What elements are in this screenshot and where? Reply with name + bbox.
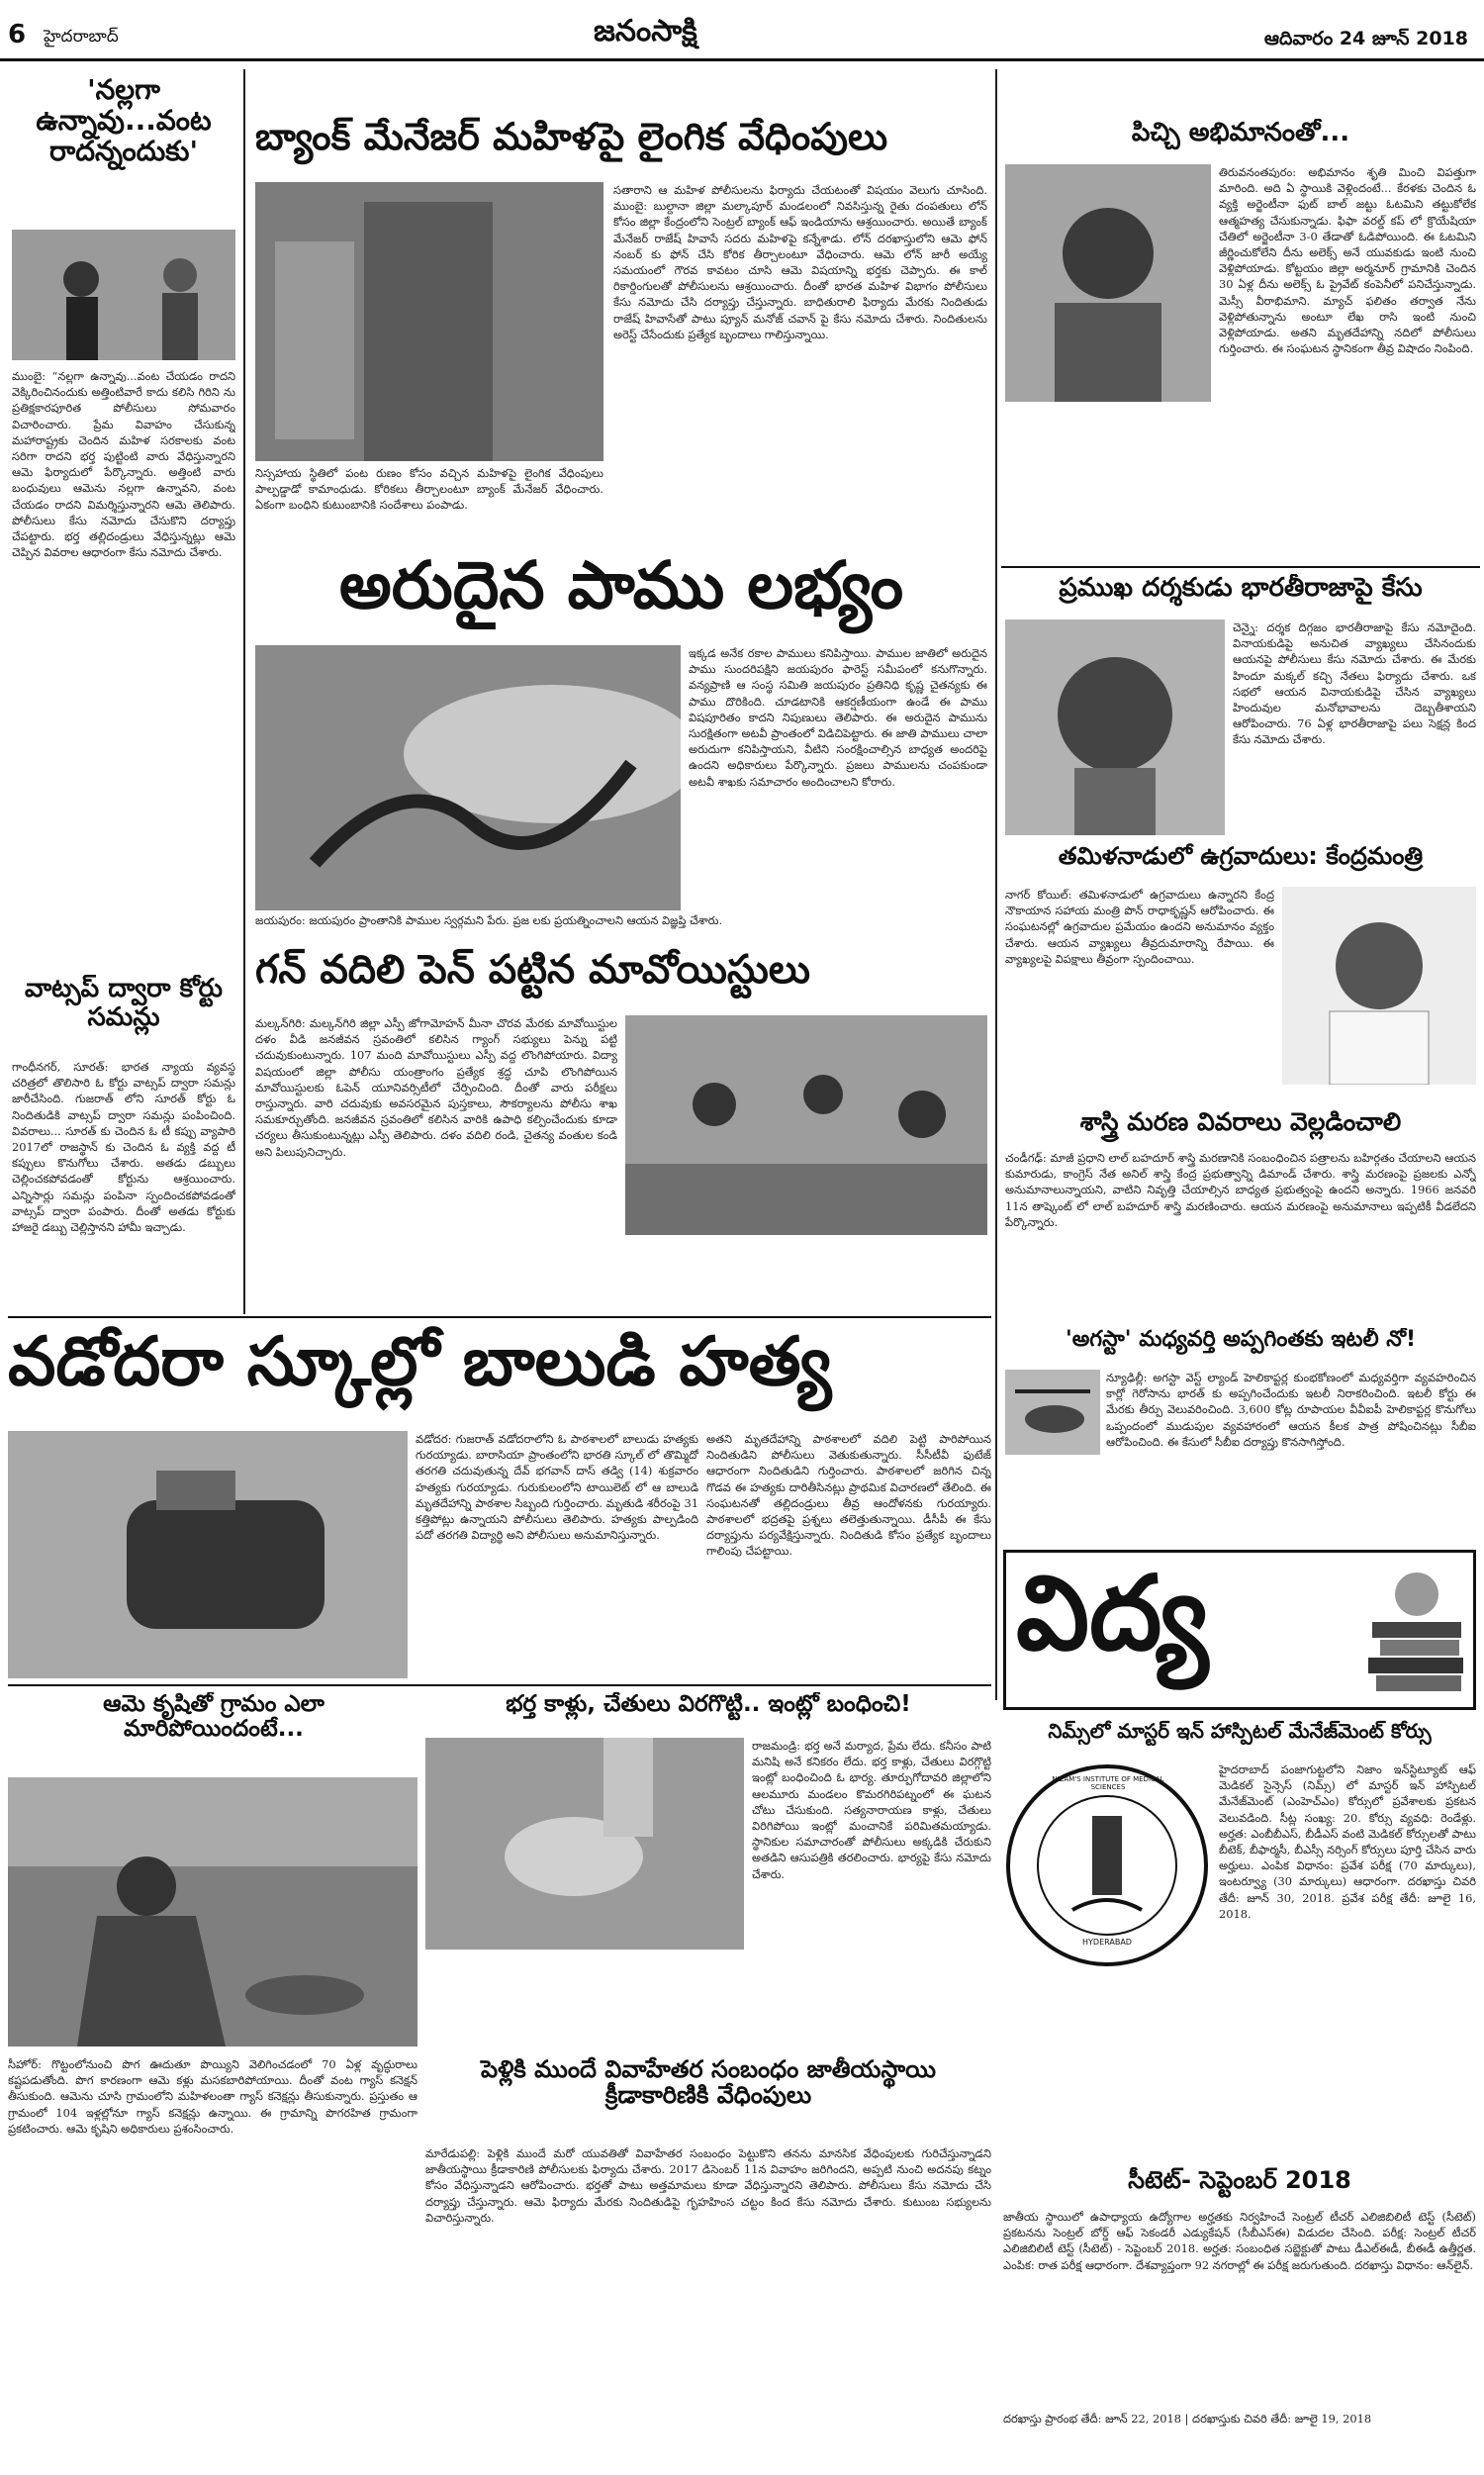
masthead: జనంసాక్షి <box>594 14 697 48</box>
nims-logo-text: NIZAM'S INSTITUTE OF MEDICAL SCIENCES <box>1052 1775 1164 1789</box>
vadodara-body-2: అతని మృతదేహాన్ని పాఠశాలలో వదిలి పెట్టి పారిపోయిన నిందితుడిని పోలీసులు వెతుకుతున్నారు. సీసీటీవీ ఫుటేజ్ ఆధారంగా నిందితుడిని గుర్తించారు. పాఠశాలలో జరిగిన చిన్న గొడవ ఈ హత్యకు దారితీసినట్లు ప్రాథమిక విచారణలో తేలింది. ఈ సంఘటనతో తల్లిదండ్రులు తీవ్ర ఆందోళనకు గురయ్యారు. పాఠశాలలో భద్రతపై ప్రశ్నలు తలెత్తుతున్నాయి. డీసీపీ ఈ కేసు దర్యాప్తును పర్యవేక్షిస్తున్నారు. నిందితుడి కోసం ప్రత్యేక బృందాలు గాలింపు చేపట్టాయి. <box>706 1432 991 1559</box>
bank-headline: బ్యాంక్ మేనేజర్ మహిళపై లైంగిక వేధింపులు <box>255 117 888 158</box>
shastri-headline: శాస్త్రి మరణ వివరాలు వెల్లడించాలి <box>1079 1108 1402 1136</box>
story-body-nallaga: ముంబై: “నల్లగా ఉన్నావు...వంట చేయడం రాదని వెక్కిరించినందుకు అత్తింటివారే కాదు కలిసి గిరిని ను ప్రతిక్షకారపూరిత పోలీసులు సోమవారం విచారించారు. ప్రేమ వివాహం చేసుకున్న మహారాష్ట్రకు చెందిన మహిళ సరకాలకు వంట సరిగా రాదని భర్త పుట్టింటి వారు వేధిస్తున్నారని ఆమె ఫిర్యాదులో పేర్కొన్నారు. అత్తింటి వారు బంధువులు ఆమెను నల్లగా ఉన్నావని, వంట చేయడం రాదని విమర్శిస్తున్నారని ఆమె తెలిపారు. పోలీసులు కేసు నమోదు చేసుకొని దర్యాప్తు చేపట్టారు. భర్త తల్లిదండ్రులు వేధిస్తున్నట్లు ఆమె చెప్పిన వివరాల ఆధారంగా కేసు నమోదు చేశారు. <box>12 369 235 560</box>
story-headline-whatsapp: వాట్సప్ ద్వారా కోర్టు సమన్లు <box>24 975 224 1032</box>
police-photo <box>12 230 235 360</box>
section-divider <box>8 1316 991 1318</box>
affair-headline: పెళ్లికి ముందే వివాహేతర సంబంధం జాతీయస్థాయి క్రీడాకారిణికి వేధింపులు <box>481 2056 936 2110</box>
agusta-headline: 'అగస్టా' మధ్యవర్తి అప్పగింతకు ఇటలీ నో! <box>1065 1328 1417 1352</box>
vadodara-headline: వడోదరా స్కూల్లో బాలుడి హత్య <box>8 1326 832 1401</box>
story-headline-nallaga: 'నల్లగా ఉన్నావు...వంట రాదన్నందుకు' <box>36 75 212 167</box>
village-headline: ఆమె కృషితో గ్రామం ఎలా మారిపోయిందంటే... <box>103 1692 325 1743</box>
page-header <box>0 0 1484 61</box>
bank-body: సతారాని ఆ మహిళ పోలీసులను ఫిర్యాదు చేయటంతో విషయం వెలుగు చూసింది. ముంబై: బుల్దానా జిల్లా మల్కాపూర్ మండలంలో నివసిస్తున్న రైతు దంపతులు లోన్ కోసం జిల్లా కేంద్రంలోని సెంట్రల్ బ్యాంక్ ఆఫ్ ఇండియాను ఆశ్రయించారు. అయితే బ్యాంక్ మేనేజర్ రాజేష్ హివాసే సదరు మహిళపై కన్నేశాడు. లోన్ దరఖాస్తులోని ఆమె ఫోన్ నంబర్ కు ఫోన్ చేసి కోరిక తీర్చాలంటూ వేధించారు. ఆమె లోన్ జారీ అయ్యే సమయంలో గౌరవ కావటం చూసి ఆమె విషయాన్ని భర్తకు చెప్పారు. ఈ కాల్ రికార్డింగులతో పోలీసులను ఆశ్రయించారు. దీంతో భారత మహిళ విభాగం పోలీసులు కేసు నమోదు చేసి దర్యాప్తు చేస్తున్నారు. బాధితురాలి ఫిర్యాదు మేరకు నిందితుడు రాజేష్ హివాసేతో పాటు ప్యూన్ మనోజ్ చవాన్ పై కేసు నమోదు చేశారు. నిందితులను అరెస్ట్ చేసేందుకు ప్రత్యేక బృందాలు గాలిస్తున్నాయి. <box>613 183 987 341</box>
snake-photo <box>255 645 681 910</box>
snake-caption: జయపురం: జయపురం ప్రాంతానికి పాముల స్వర్గమని పేరు. ప్రజ లకు ప్రయత్నించాలని ఆయన విజ్ఞప్తి చేశారు. <box>255 913 723 927</box>
vadodara-body-1: వడోదర: గుజరాత్ వడోదరాలోని ఓ పాఠశాలలో బాలుడు హత్యకు గురయ్యాడు. బారాసియా ప్రాంతంలోని భారతి స్కూల్ లో తొమ్మిదో తరగతి చదువుతున్న దేవ్ భగవాన్ దాస్ తడ్వి (14) శుక్రవారం హత్యకు గురయ్యాడు. గురుకులంలోని టాయిలెట్ లో ఆ బాలుడి మృతదేహాన్ని పాఠశాల సిబ్బంది గుర్తించారు. మృతుడి శరీరంపై 31 కత్తిపోట్లు ఉన్నాయని పోలీసులు తెలిపారు. హత్యకు పాల్పడింది పదో తరగతి విద్యార్థి అని పోలీసులు అనుమానిస్తున్నారు. <box>416 1432 698 1543</box>
bank-caption: నిస్సహాయ స్థితిలో పంట రుణం కోసం వచ్చిన మహిళపై లైంగిక వేధింపులు పాల్పడ్డాడో కామాంధుడు. కోరికలు తీర్చాలంటూ బ్యాంక్ మేనేజర్ వేధించారు. ఏకంగా బంధిని కుటుంబానికి సందేశాలు పంపాడు. <box>255 466 603 513</box>
edition-name: హైదరాబాద్ <box>44 27 119 47</box>
bharathi-headline: ప్రముఖ దర్శకుడు భారతీరాజాపై కేసు <box>1059 574 1423 603</box>
bank-photo <box>255 182 603 461</box>
tamil-headline: తమిళనాడులో ఉగ్రవాదులు: కేంద్రమంత్రి <box>1058 843 1424 870</box>
ctet-body: జాతీయ స్థాయిలో ఉపాధ్యాయ ఉద్యోగాల అర్హతకు నిర్వహించే సెంట్రల్ టీచర్ ఎలిజిబిలిటీ టెస్ట్ (సీటెట్) ప్రకటనను సెంట్రల్ బోర్డ్ ఆఫ్ సెకండరీ ఎడ్యుకేషన్ (సీబీఎస్‌ఈ) విడుదల చేసింది. పరీక్ష: సెంట్రల్ టీచర్ ఎలిజిబిలిటీ టెస్ట్ (సీటెట్) - సెప్టెంబర్ 2018. అర్హత: సంబంధిత సబ్జెక్టుతో పాటు డీఎల్‌ఈడీ, బీఈడీ ఉత్తీర్ణత. ఎంపిక: రాత పరీక్ష ఆధారంగా. దేశవ్యాప్తంగా 92 నగరాల్లో ఈ పరీక్ష జరుగుతుంది. దరఖాస్తు విధానం: ఆన్‌లైన్. <box>1003 2210 1476 2272</box>
bharathi-body: చెన్నై: దర్శక దిగ్గజం భారతీరాజాపై కేసు నమోదైంది. వినాయకుడిపై అనుచిత వ్యాఖ్యలు చేసినందుకు ఆయనపై పోలీసులు కేసు నమోదు చేశారు. ఈ మేరకు హిందూ మక్కల్ కచ్చి నేతలు ఫిర్యాదు చేశారు. ఒక సభలో ఆయన వినాయకుడిపై చేసిన వ్యాఖ్యలు హిందువుల మనోభావాలను దెబ్బతీశాయని ఆరోపించారు. 76 ఏళ్ల భారతీరాజాపై పలు సెక్షన్ల కింద కేసు నమోదు చేశారు. <box>1233 620 1476 747</box>
ctet-headline: సీటెట్- సెప్టెంబర్ 2018 <box>1128 2167 1351 2194</box>
craze-photo <box>1005 164 1211 402</box>
helicopter-photo <box>1005 1370 1100 1455</box>
issue-date: ఆదివారం 24 జూన్ 2018 <box>1263 28 1468 49</box>
village-body: సీహోర్: గొట్టంలోనుంచి పొగ ఊదుతూ పొయ్యిని వెలిగించడంలో 70 ఏళ్ల వృద్ధురాలు కష్టపడుతోంది. పొగ కారణంగా ఆమె కళ్లు మసకబారిపోయాయి. దీంతో వంట గ్యాస్ కనెక్షన్ తీసుకుంది. ఆమెను చూసి గ్రామంలోని మహిళలంతా గ్యాస్ కనెక్షన్లు తీసుకున్నారు. ప్రస్తుతం ఆ గ్రామంలో 104 ఇళ్లల్లోనూ గ్యాస్ కనెక్షన్లు ఉన్నాయి. ఈ గ్రామాన్ని పొగరహిత గ్రామంగా ప్రకటించారు. ఆమె కృషిని అధికారులు ప్రశంసించారు. <box>8 2057 417 2136</box>
affair-body: మారేడుపల్లి: పెళ్లికి ముందే మరో యువతితో వివాహేతర సంబంధం పెట్టుకొని తనను మానసిక వేధింపులకు గురిచేస్తున్నాడని జాతీయస్థాయి క్రీడాకారిణి పోలీసులకు ఫిర్యాదు చేశారు. 2017 డిసెంబర్ 11న వివాహం జరిగిందని, అప్పటి నుంచి అదనపు కట్నం కోసం వేధిస్తున్నాడని ఆరోపించారు. భర్తతో పాటు అత్తమామలు కూడా వేధిస్తున్నారని తెలిపారు. పోలీసులు కేసు నమోదు చేసి దర్యాప్తు చేస్తున్నారు. ఆమె ఫిర్యాదు మేరకు నిందితుడిపై గృహహింస చట్టం కింద కేసు నమోదు చేశారు. కుటుంబ సభ్యులను విచారిస్తున్నారు. <box>425 2146 991 2225</box>
feet-photo <box>425 1738 744 1950</box>
maoist-headline: గన్ వదిలి పెన్ పట్టిన మావోయిస్టులు <box>255 948 811 993</box>
nims-headline: నిమ్స్‌లో మాస్టర్ ఇన్ హాస్పిటల్ మేనేజ్‌మెంట్ కోర్సు <box>1048 1720 1432 1743</box>
craze-headline: పిచ్చి అభిమానంతో... <box>1131 119 1350 147</box>
section-divider <box>1001 566 1480 568</box>
nims-body: హైదరాబాద్ పంజాగుట్టలోని నిజాం ఇన్‌స్టిట్యూట్ ఆఫ్ మెడికల్ సైన్సెస్ (నిమ్స్) లో మాస్టర్ ఇన్ హాస్పిటల్ మేనేజ్‌మెంట్ (ఎంహెచ్‌ఎం) కోర్సులో ప్రవేశాలకు ప్రకటన వెలువడింది. సీట్ల సంఖ్య: 20. కోర్సు వ్యవధి: రెండేళ్లు. అర్హత: ఎంబీబీఎస్, బీడీఎస్ వంటి మెడికల్ కోర్సులతో పాటు బీటెక్, బీఫార్మసీ, బీఎస్సీ నర్సింగ్ కోర్సులు పూర్తి చేసిన వారు అర్హులు. ఎంపిక విధానం: ప్రవేశ పరీక్ష (70 మార్కులు), ఇంటర్వ్యూ (30 మార్కులు) ఆధారంగా. దరఖాస్తు చివరి తేదీ: జూన్ 30, 2018. ప్రవేశ పరీక్ష తేదీ: జూలై 16, 2018. <box>1219 1762 1476 1921</box>
section-divider <box>8 1684 991 1686</box>
ctet-dates: దరఖాస్తు ప్రారంభ తేదీ: జూన్ 22, 2018 | దరఖాస్తుకు చివరి తేదీ: జూలై 19, 2018 <box>1003 2412 1372 2426</box>
bharathi-photo <box>1005 619 1225 835</box>
nims-logo-sub: HYDERABAD <box>1082 1938 1132 1947</box>
agusta-body: న్యూఢిల్లీ: అగస్టా వెస్ట్ ల్యాండ్ హెలికాప్టర్ల కుంభకోణంలో మధ్యవర్తిగా వ్యవహరించిన కార్లో గెరోసాను భారత్ కు అప్పగించేందుకు ఇటలీ నిరాకరించింది. ఇటలీ కోర్టు ఈ మేరకు తీర్పు వెలువరించింది. 3,600 కోట్ల రూపాయల వీవీఐపీ హెలికాప్టర్ల కొనుగోలు ఒప్పందంలో ముడుపుల వ్యవహారంలో ఆయన కీలక పాత్ర పోషించినట్లు సీబీఐ ఆరోపించింది. ఈ కేసులో సీబీఐ దర్యాప్తు కొనసాగిస్తోంది. <box>1106 1371 1476 1449</box>
husband-body: రాజమండ్రి: భర్త అనే మర్యాద, ప్రేమ లేదు. కనీసం పాటి మనిషి అనే కనికరం లేదు. భర్త కాళ్లు, చేతులు విరగ్గొట్టి ఇంట్లో బంధించింది ఓ భార్య. తూర్పుగోదావరి జిల్లాలోని ఆలమూరు మండలం కొమరగిరిపట్నంలో ఈ ఘటన చోటు చేసుకుంది. సత్యనారాయణ కాళ్లు, చేతులు విరిగిపోయి ఇంట్లో మంచానికే పరిమితమయ్యాడు. స్థానికుల సమాచారంతో పోలీసులు అక్కడికి చేరుకుని అతడిని ఆసుపత్రికి తరలించారు. భార్యపై కేసు నమోదు చేశారు. <box>752 1739 991 1881</box>
vidya-banner-title: విద్య <box>1016 1557 1209 1673</box>
vadodara-bag-photo <box>8 1431 408 1678</box>
village-woman-photo <box>8 1777 417 2047</box>
vidya-banner <box>1003 1550 1476 1710</box>
nims-logo <box>1003 1761 1211 1969</box>
shastri-body: చండీగఢ్: మాజీ ప్రధాని లాల్ బహదూర్ శాస్త్రి మరణానికి సంబంధించిన పత్రాలను బహిర్గతం చేయాలని ఆయన కుమారుడు, కాంగ్రెస్ నేత అనిల్ శాస్త్రి కేంద్ర ప్రభుత్వాన్ని డిమాండ్ చేశారు. శాస్త్రి మరణంపై ప్రజలకు ఎన్నో అనుమానాలున్నాయని, వాటిని నివృత్తి చేయాల్సిన బాధ్యత ప్రభుత్వంపై ఉందని అన్నారు. 1966 జనవరి 11న తాష్కెంట్ లో లాల్ బహదూర్ శాస్త్రి మరణించారు. ఆయన మరణంపై అనుమానాలు ఇప్పటికీ వీడలేదని పేర్కొన్నారు. <box>1005 1151 1476 1229</box>
maoist-body: మల్కన్‌గిరి: మల్కన్‌గిరి జిల్లా ఎస్పీ జోగామోహన్ మీనా చొరవ మేరకు మావోయిస్టుల దళం వీడి జనజీవన స్రవంతిలో కలిసిన గ్యాంగ్ సభ్యులు పెన్ను పట్టి చదువుకుంటున్నారు. 107 మంది మావోయిస్టులు ఎస్పీ వద్ద లొంగిపోయారు. విద్యా విషయంలో జిల్లా పోలీసు యంత్రాంగం ప్రత్యేక శ్రద్ధ చూపి లొంగిపోయిన మావోయిస్టులకు ఓపెన్ యూనివర్సిటీలో చేర్పించింది. దీంతో వారు పరీక్షలు రాస్తున్నారు. వారి చదువుకు అవసరమైన పుస్తకాలు, సౌకర్యాలను పోలీసు శాఖ సమకూర్చుతోంది. జనజీవన స్రవంతిలో కలిసిన వారికి ఉపాధి కల్పించేందుకు కూడా చర్యలు తీసుకుంటున్నట్లు ఎస్పీ తెలిపారు. దళం వదిలి రండి, చైతన్య వంతుల కండి అని పిలుపునిచ్చారు. <box>255 1016 617 1159</box>
column-divider <box>995 69 997 1700</box>
snake-body: ఇక్కడ అనేక రకాల పాములు కనిపిస్తాయి. పాముల జాతిలో అరుదైన పాము సుందరిపక్షిని జయపురం ఫారెస్ట్ సమీపంలో కనుగొన్నారు. వన్యప్రాణి ఆ సంస్థ సమితి జయపురం ప్రతినిధి కృష్ణ చైతన్యకు ఈ పాము దొరికింది. చూడటానికి ఆకర్షణీయంగా ఉండే ఈ పాము విషపూరితం కాదని నిపుణులు తెలిపారు. ఈ అరుదైన పామును సురక్షితంగా అటవీ ప్రాంతంలో విడిచిపెట్టారు. ఈ జాతి పాములు చాలా అరుదుగా కనిపిస్తాయని, వీటిని సంరక్షించాల్సిన బాధ్యత అందరిపై ఉందని అధికారులు పేర్కొన్నారు. ప్రజలు పాములను చంపకుండా అటవీ శాఖకు సమాచారం అందించాలని కోరారు. <box>689 646 987 789</box>
craze-body: తిరువనంతపురం: అభిమానం శృతి మించి విపత్తుగా మారింది. అది ఏ స్థాయికి వెళ్లిందంటే... కేరళకు చెందిన ఓ వ్యక్తి అర్జెంటీనా ఫుట్ బాల్ జట్టు ఓటమిని తట్టుకోలేక ఆత్మహత్య చేసుకున్నాడు. ఫిఫా వరల్డ్ కప్ లో క్రొయేషియా చేతిలో అర్జెంటీనా 3-0 తేడాతో ఓడిపోయింది. ఈ ఓటమిని జీర్ణించుకోలేని దీను అలెక్స్ అనే యువకుడు ఇంటి నుంచి వెళ్లిపోయాడు. కోట్టయం జిల్లా అర్మనూర్ గ్రామానికి చెందిన 30 ఏళ్ల దీను అలెక్స్ ఓ ప్రైవేట్ కంపెనీలో పనిచేస్తున్నాడు. మెస్సీ వీరాభిమాని. మ్యాచ్ ఫలితం తర్వాత నేను వెళ్లిపోతున్నాను అంటూ లేఖ రాసి ఇంటి నుంచి వెళ్లిపోయాడు. అతని మృతదేహాన్ని నదిలో పోలీసులు గుర్తించారు. ఈ సంఘటన స్థానికంగా తీవ్ర విషాదం నింపింది. <box>1219 165 1476 356</box>
books-icon <box>1362 1563 1471 1701</box>
minister-photo <box>1282 887 1476 1085</box>
story-body-whatsapp: గాంధీనగర్, సూరత్: భారత న్యాయ వ్యవస్థ చరిత్రలో తొలిసారి ఓ కోర్టు వాట్సప్ ద్వారా సమన్లు జారీచేసింది. గుజరాత్ లోని సూరత్ కోర్టు ఓ నిందితుడికి వాట్సప్ ద్వారా సమన్లు పంపించింది. వివరాలు... సూరత్ కు చెందిన ఓ టీ కప్పు వ్యాపారి 2017లో రాజస్థాన్ కు చెందిన ఓ వ్యక్తి వద్ద టీ కప్పులు కొనుగోలు చేశారు. అతడు డబ్బులు చెల్లించకపోవడంతో కోర్టును ఆశ్రయించారు. ఎన్నిసార్లు సమన్లు పంపినా స్పందించకపోవడంతో వాట్సప్ ద్వారా పంపారు. దీంతో అతడు కోర్టుకు హాజరై డబ్బు చెల్లిస్తానని హామీ ఇచ్చాడు. <box>12 1060 235 1235</box>
students-photo <box>625 1015 987 1235</box>
column-divider <box>243 69 245 1314</box>
page-number: 6 <box>8 20 27 49</box>
snake-headline: అరుదైన పాము లభ్యం <box>338 550 904 623</box>
husband-headline: భర్త కాళ్లు, చేతులు విరగొట్టి.. ఇంట్లో బంధించి! <box>506 1692 911 1717</box>
tamil-body: నాగర్ కోయిల్: తమిళనాడులో ఉగ్రవాదులు ఉన్నారని కేంద్ర నౌకాయాన సహాయ మంత్రి పొన్ రాధాకృష్ణన్ ఆరోపించారు. ఈ సంఘటనల్లో ఉగ్రవాదుల ప్రమేయం ఉందని అనుమానం వ్యక్తం చేశారు. ఆయన వ్యాఖ్యలు తీవ్రదుమారాన్ని రేపాయి. ఈ వ్యాఖ్యలపై విపక్షాలు తీవ్రంగా స్పందించాయి. <box>1005 888 1274 966</box>
